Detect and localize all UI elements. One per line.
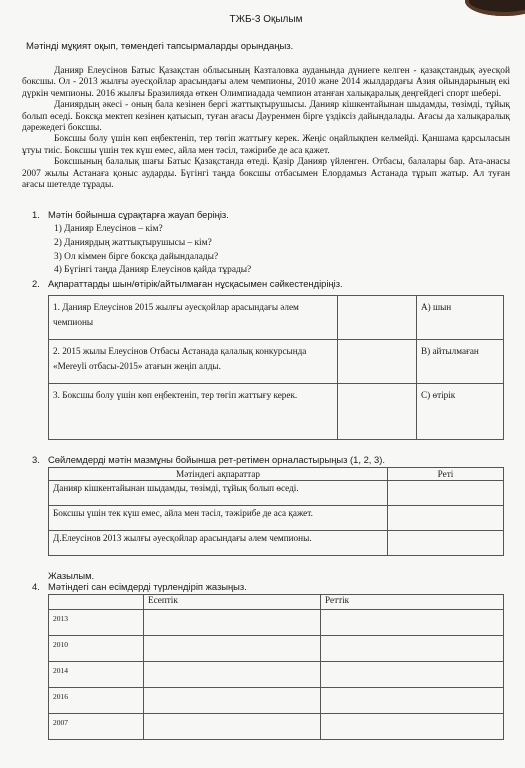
worksheet [22,14,510,740]
info-cell: Данияр кішкентайынан шыдамды, төзімді, тұйық болып өседі. [49,480,388,505]
task-title: Мәтіндегі сан есімдерді түрлендіріп жазыңыз. [48,580,247,592]
task-title: Сөйлемдерді мәтін мазмұны бойынша рет-ретімен орналастырыңыз (1, 2, 3). [48,453,385,465]
year-header [49,594,144,609]
info-cell: Боксшы үшін тек күш емес, айла мен тәсіл, тәжірибе де аса қажет. [49,505,388,530]
answer-cell[interactable] [338,339,417,383]
paragraph: Боксшының балалық шағы Батыс Қазақстанда өтеді. Қазір Данияр үйленген. Отбасы, балалары бар. Ата-анасы 2007 жылы Астанаға қоныс аударды. Бүгінгі таңда боксшы отбасымен Елордамыз Астанада тұрып жатыр. Ал туған ағасы шетелде тұрады. [22,157,510,191]
page-title: ТЖБ-3 Оқылым [229,14,303,25]
paragraph: Боксшы болу үшін көп еңбектеніп, тер төгіп жаттығу керек. Жеңіс оңайлықпен келмейді. Қаншама қарсыласын ұтуы тиіс. Боксшы үшін тек күш емес, айла мен тәсіл, тәжірибе де аса қажет. [22,134,510,156]
question-item: 1) Данияр Елеусінов – кім? [54,224,163,235]
cardinal-input-cell[interactable] [144,687,321,713]
answer-cell[interactable] [338,295,417,339]
table-row [49,480,504,505]
statement-cell: 1. Данияр Елеусінов 2015 жылғы әуесқойлар арасындағы әлем чемпионы [49,295,338,339]
column-header: Реті [388,467,504,480]
table-row [49,713,504,739]
order-input-cell[interactable] [388,530,504,555]
reading-text [22,66,510,191]
paragraph: Даниярдың әкесі - оның бала кезінен бергі жаттықтырушысы. Данияр кішкентайынан шыдамды, төзімді, тұйық болып өседі. Боксқа мектеп кезінен қатысып, туған ағасы Дәуренмен бірге үздіксіз дайындалады. Ағасы да халықаралық дәрежедегі боксшы. [22,100,510,134]
task-number: 2. [32,277,40,289]
column-header: Реттік [321,594,504,609]
table-row [49,635,504,661]
ordinal-input-cell[interactable] [321,687,504,713]
order-input-cell[interactable] [388,505,504,530]
task-number: 4. [32,580,40,592]
year-cell: 2014 [49,661,144,687]
table-row [49,505,504,530]
info-cell: Д.Елеусінов 2013 жылғы әуесқойлар арасындағы әлем чемпионы. [49,530,388,555]
question-item: 2) Даниярдың жаттықтырушысы – кім? [54,238,212,249]
task-4 [22,570,510,740]
ordinal-input-cell[interactable] [321,609,504,635]
table-row [49,339,504,383]
option-cell: С) өтірік [417,383,504,439]
task-1 [22,209,510,277]
table-row [49,661,504,687]
statement-cell: 2. 2015 жылы Елеусінов Отбасы Астанада қалалық конкурсында «Mereyli отбасы-2015» атағын жеңіп алды. [49,339,338,383]
table-row [49,687,504,713]
task-title: Мәтін бойынша сұрақтарға жауап беріңіз. [48,209,229,221]
year-cell: 2007 [49,713,144,739]
task-number: 3. [32,453,40,465]
table-header-row [49,467,504,480]
cardinal-input-cell[interactable] [144,661,321,687]
matching-table [48,295,504,440]
order-input-cell[interactable] [388,480,504,505]
ordinal-input-cell[interactable] [321,661,504,687]
year-cell: 2016 [49,687,144,713]
statement-cell: 3. Боксшы болу үшін көп еңбектеніп, тер төгіп жаттығу керек. [49,383,338,439]
task-number: 1. [32,209,40,221]
answer-cell[interactable] [338,383,417,439]
year-cell: 2010 [49,635,144,661]
section-heading: Жазылым. [48,569,95,581]
table-row [49,383,504,439]
table-header-row [49,594,504,609]
task-title: Ақпараттарды шын/өтірік/айтылмаған нұсқасымен сәйкестендіріңіз. [48,277,343,289]
table-row [49,295,504,339]
instruction: Мәтінді мұқият оқып, төмендегі тапсырмаларды орындаңыз. [26,41,294,52]
numerals-table [48,594,504,740]
question-item: 3) Ол кіммен бірге боксқа дайындалады? [54,251,219,262]
column-header: Есептік [144,594,321,609]
paragraph: Данияр Елеусінов Батыс Қазақстан облысының Казталовка ауданында дүниеге келген - қазақстандық әуесқой боксшы. Ол - 2013 жылғы әуесқойлар арасындағы әлем чемпионы, 2010 және 2014 жылдардағы Азия ойындарының екі дүркін чемпионы. 2016 жылғы Бразилияда өткен Олимпиадада чемпион атанған халықаралық деңгейдегі спорт шебері. [22,66,510,99]
ordinal-input-cell[interactable] [321,713,504,739]
year-cell: 2013 [49,609,144,635]
task-2 [22,278,510,440]
ordinal-input-cell[interactable] [321,635,504,661]
table-row [49,530,504,555]
column-header: Мәтіндегі ақпараттар [49,467,388,480]
cardinal-input-cell[interactable] [144,609,321,635]
option-cell: А) шын [417,295,504,339]
task-3 [22,454,510,556]
option-cell: В) айтылмаған [417,339,504,383]
cardinal-input-cell[interactable] [144,635,321,661]
table-row [49,609,504,635]
order-table [48,467,504,556]
cardinal-input-cell[interactable] [144,713,321,739]
question-item: 4) Бүгінгі таңда Данияр Елеусінов қайда тұрады? [54,265,252,276]
